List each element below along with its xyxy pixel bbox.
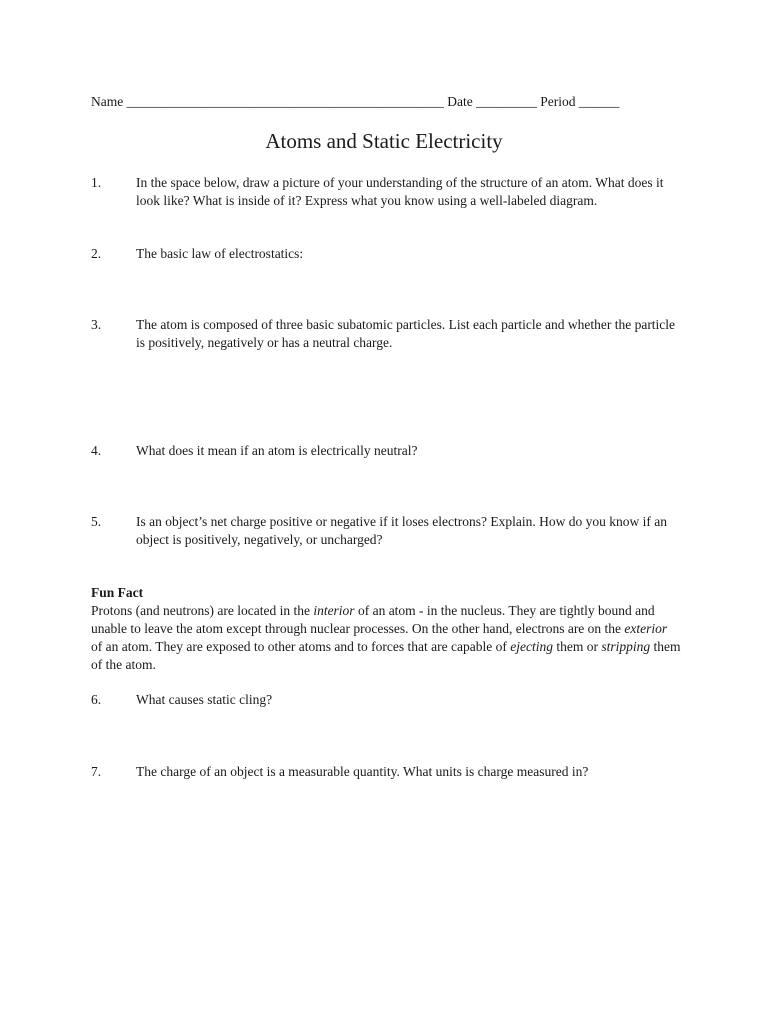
question-3 <box>91 316 681 352</box>
question-number: 4. <box>91 443 102 458</box>
fun-fact-heading: Fun Fact <box>91 585 144 600</box>
fun-fact-emphasis: exterior <box>624 621 668 636</box>
fun-fact-emphasis: stripping <box>601 639 651 654</box>
question-1 <box>91 174 681 210</box>
fun-fact-text: of an atom - in the nucleus. They are tightly bound and unable to leave the atom except through nuclear processes. On the other hand, electrons are on the <box>91 603 655 636</box>
question-text: Is an object’s net charge positive or negative if it loses electrons? Explain. How do you know if an object is positively, negatively, or uncharged? <box>136 514 667 547</box>
question-number: 7. <box>91 764 102 779</box>
fun-fact-section <box>91 584 681 674</box>
fun-fact-text: Protons (and neutrons) are located in the <box>91 603 314 618</box>
fun-fact-text: of an atom. They are exposed to other atoms and to forces that are capable of <box>91 639 511 654</box>
fun-fact-text: them of the atom. <box>91 639 681 672</box>
fun-fact-paragraph <box>91 602 681 674</box>
question-text: What does it mean if an atom is electrically neutral? <box>136 443 418 458</box>
fun-fact-emphasis: interior <box>313 603 355 618</box>
page-title: Atoms and Static Electricity <box>265 129 503 153</box>
question-number: 2. <box>91 246 102 261</box>
name-date-period-line: Name _______________________________________________ Date _________ Period ______ <box>91 94 620 109</box>
question-text: In the space below, draw a picture of your understanding of the structure of an atom. What does it look like? What is inside of it? Express what you know using a well-labeled diagram. <box>136 175 664 208</box>
question-5 <box>91 513 681 549</box>
question-text: What causes static cling? <box>136 692 273 707</box>
question-4 <box>91 442 681 460</box>
fun-fact-emphasis: ejecting <box>510 639 553 654</box>
question-number: 3. <box>91 317 102 332</box>
question-text: The basic law of electrostatics: <box>136 246 304 261</box>
question-7 <box>91 763 681 781</box>
question-number: 6. <box>91 692 102 707</box>
question-number: 1. <box>91 175 102 190</box>
question-number: 5. <box>91 514 102 529</box>
question-2 <box>91 245 681 263</box>
question-6 <box>91 691 681 709</box>
question-text: The atom is composed of three basic subatomic particles. List each particle and whether the particle is positively, negatively or has a neutral charge. <box>136 317 676 350</box>
question-text: The charge of an object is a measurable quantity. What units is charge measured in? <box>136 764 589 779</box>
fun-fact-text: them or <box>552 639 602 654</box>
